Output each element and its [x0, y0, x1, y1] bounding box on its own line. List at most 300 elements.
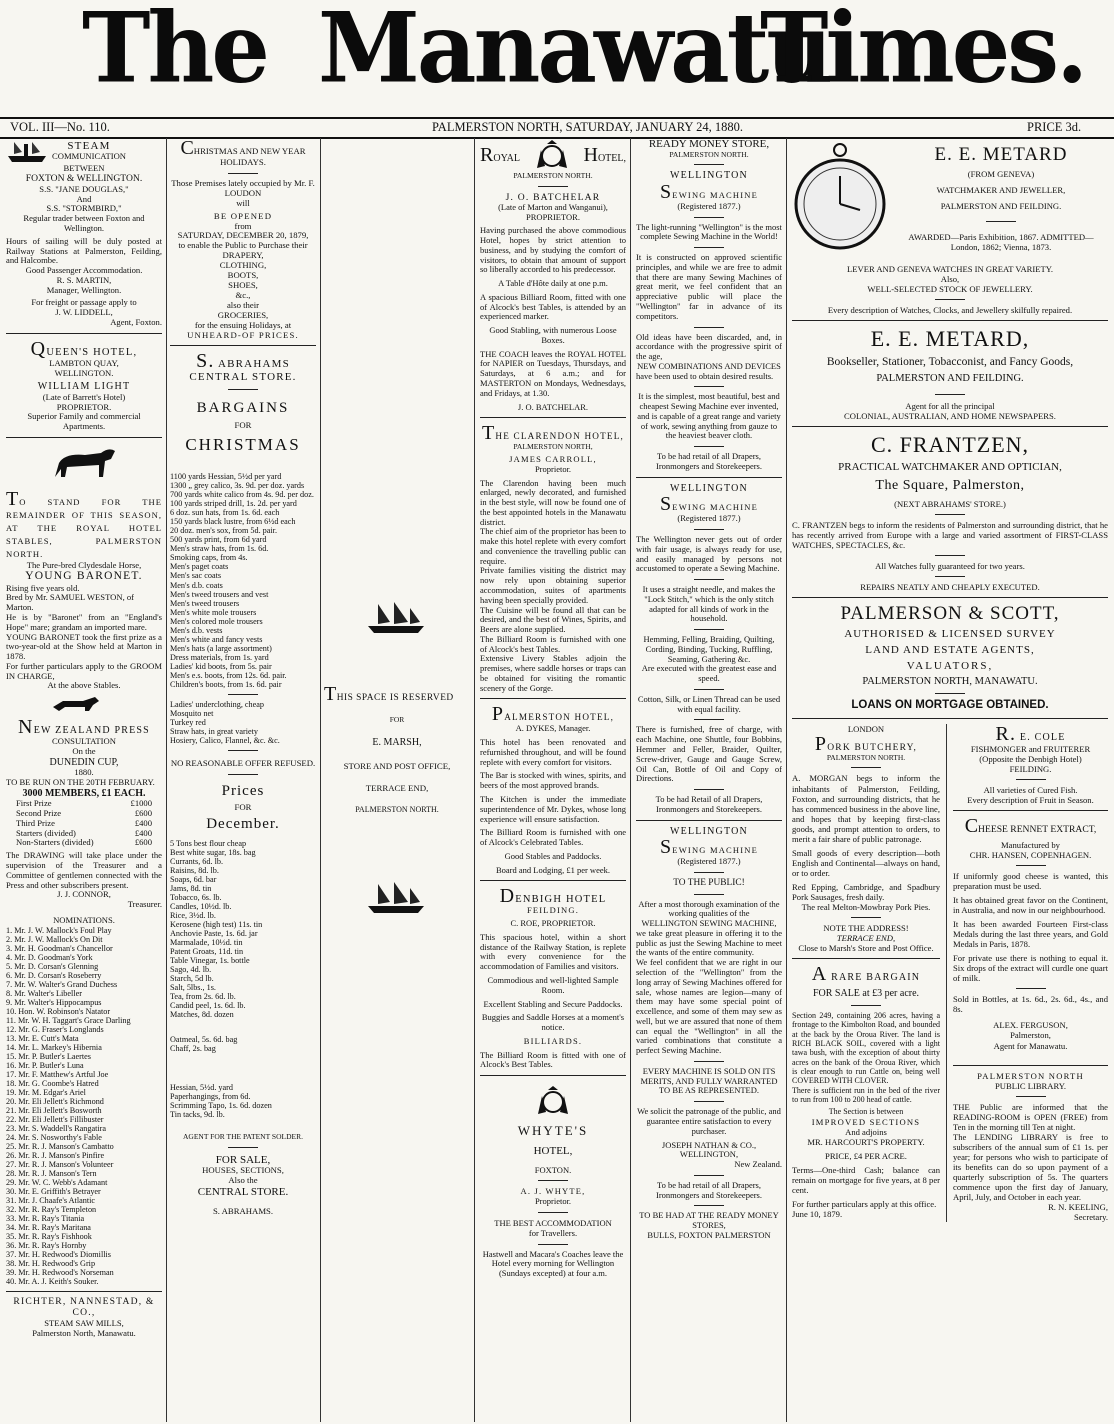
nomination-item: 36. Mr. R. Ray's Hornby [6, 1241, 87, 1251]
nomination-item: 2. Mr. J. W. Mallock's On Dit [6, 934, 103, 944]
masthead [0, 0, 1114, 116]
horse-icon [45, 443, 123, 485]
nz-press: NEW ZEALAND PRESS [18, 716, 150, 739]
cole-feilding: FEILDING. [1009, 763, 1052, 774]
bargain-item: Men's sac coats [170, 571, 222, 581]
london: LONDON [847, 723, 885, 734]
frantzen: C. FRANTZEN, [870, 431, 1030, 457]
prize-amount: £600 [134, 808, 152, 819]
nomination-item: 17. Mr. F. Matthew's Artful Joe [6, 1070, 109, 1080]
pedigree: He is by "Baronet" from an "England's Hope" mare; grandam an imported mare. [6, 611, 162, 632]
metard-places-2: PALMERSTON AND FEILDING. [876, 373, 1024, 385]
royal-p3: A spacious Billiard Room, fitted with one of Alcock's best Tables, is attended by an experienced marker. [480, 291, 626, 322]
groceries: GROCERIES, [217, 309, 269, 320]
liddell: J. W. LIDDELL, [55, 307, 113, 318]
young-baronet: YOUNG BARONET. [25, 570, 143, 583]
rising: Rising five years old. [6, 582, 80, 593]
best-accommodation: THE BEST ACCOMMODATION [494, 1218, 612, 1228]
column-rule [474, 138, 475, 1422]
prize-label: Starters (divided) [16, 827, 76, 838]
batchelar-late: (Late of Marton and Wanganui), [498, 201, 608, 212]
bred-by: Bred by Mr. SAMUEL WESTON, of Marton. [6, 592, 135, 613]
price-item: Matches, 8d. dozen [170, 1010, 234, 1020]
drawing: The DRAWING will take place under the supervision of the Treasurer and a Committee of gentlemen connected with the Press and other subscribers present. [6, 850, 162, 890]
price-item: Tea, from 2s. 6d. lb. [170, 992, 236, 1002]
nomination-item: 30. Mr. E. Griffith's Betrayer [6, 1187, 101, 1197]
unheard: UNHEARD-OF PRICES. [187, 329, 299, 340]
price-item: Best white sugar, 18s. bag [170, 847, 256, 857]
bargain-item: 150 yards black lustre, from 6½d each [170, 517, 296, 527]
new-combinations: NEW COMBINATIONS AND DEVICES [637, 360, 781, 371]
bargain-item: Men's white and fancy vests [170, 634, 263, 644]
first-prize: YOUNG BARONET took the first prize as a two-year-old at the Show held at Marton in 1878. [6, 631, 162, 662]
price-item: Starch, 5d lb. [170, 974, 214, 983]
prices-for: FOR [234, 801, 252, 812]
s4: have been used to obtain desired results. [636, 370, 774, 381]
manufactured: Manufactured by [1001, 839, 1060, 850]
travellers: for Travellers. [528, 1227, 578, 1238]
steam-title: STEAM [67, 139, 111, 152]
secretary: Secretary. [1073, 1212, 1108, 1223]
bargain-item: 20 doz. men's sox, from 5d. pair. [170, 526, 277, 536]
nomination-item: 33. Mr. R. Ray's Titania [6, 1214, 85, 1224]
authorised: AUTHORISED & LICENSED SURVEY [844, 628, 1056, 641]
martin: R. S. MARTIN, [56, 274, 112, 285]
cheese-1: If uniformly good cheese is wanted, this preparation must be used. [953, 870, 1108, 891]
column-6 [792, 138, 1108, 1420]
dunedin-cup: DUNEDIN CUP, [49, 756, 119, 768]
clarendon-c5: The Billiard Room is furnished with one of Alcock's best Tables. [480, 633, 626, 654]
terms: Terms—One-third Cash; balance can remain on mortgage for five years, at 8 per cent. [792, 1165, 940, 1196]
opposite: (Opposite the Denbigh Hotel) [979, 753, 1082, 764]
nomination-item: 16. Mr. P. Butler's Luna [6, 1061, 84, 1071]
metard-name-2: E. E. METARD, [870, 326, 1030, 352]
pocket-watch-icon [792, 138, 888, 258]
ferguson-place: Palmerston, [1010, 1030, 1051, 1041]
ps-place: PALMERSTON NORTH, MANAWATU. [862, 675, 1038, 687]
nomination-item: 8. Mr. Walter's Libeller [6, 988, 82, 998]
royal-p1: Having purchased the above commodious Hotel, hopes by strict attention to business, and by studying the comfort of visitors, to obtain that amount of support so liberally accorded to his predecessor. [480, 225, 626, 275]
dateline [0, 117, 1114, 139]
goods-item: DRAPERY, [222, 250, 264, 261]
freight: For freight or passage apply to [31, 297, 137, 308]
prize-amount: £1000 [130, 798, 152, 809]
nomination-item: 19. Mr. M. Edgar's Ariel [6, 1088, 86, 1098]
u4: We feel confident that we are right in our selection of the "Wellington" from the long array of Sewing Machines offered for sale, whose names are legion—many of them may have some special point of excellence, and some of them may sew as well, but we are assured that none of them can equal the "Wellington" in all the varied combinations that constitute a perfect Sewing Machine. [636, 957, 782, 1056]
column-rule [166, 138, 167, 1422]
price-item: Candid peel, 1s. 6d. lb. [170, 1001, 246, 1011]
frantzen-f2: All Watches fully guaranteed for two years. [875, 560, 1025, 571]
nomination-item: 32. Mr. R. Ray's Templeton [6, 1205, 97, 1215]
nomination-item: 20. Mr. Eli Jellett's Richmond [6, 1097, 104, 1107]
s5: It is the simplest, most beautiful, best and cheapest Sewing Machine ever invented, and is capable of a great range and variety of work, sewing anything from gauze to the heaviest beaver cloth. [637, 391, 781, 441]
royal: ROYAL [480, 144, 521, 166]
sewing-machine-2: SEWING MACHINE [659, 493, 759, 516]
ferguson-agent: Agent for Manawatu. [993, 1040, 1068, 1051]
cheese-2: It has obtained great favor on the Continent, in Australia, and now in our neighbourhood. [953, 894, 1108, 915]
whytes-foxton: FOXTON. [534, 1164, 572, 1175]
awarded: AWARDED—Paris Exhibition, 1867. ADMITTED—London, 1862; Vienna, 1873. [908, 232, 1094, 253]
goods-item: SHOES, [228, 279, 258, 290]
ph-h1: This hotel has been renovated and refurnished throughout, and will be found replete with every comfort for visitors. [480, 737, 626, 767]
coaches: Hastwell and Macara's Coaches leave the Hotel every morning for Wellington (Sundays excepted) at four a.m. [482, 1248, 624, 1279]
nomination-item: 4. Mr. D. Goodman's York [6, 952, 93, 962]
store-post-office: STORE AND POST OFFICE, [343, 760, 451, 771]
rare-bargain: A RARE BARGAIN [811, 963, 921, 986]
nomination-item: 18. Mr. G. Coombe's Hatred [6, 1079, 99, 1089]
christmas: CHRISTMAS [185, 434, 301, 454]
stand-notice: TO STAND FOR THE REMAINDER OF THIS SEASON, AT THE ROYAL HOTEL STABLES, PALMERSTON NORTH. [6, 488, 162, 559]
pork-butchery: PORK BUTCHERY, [814, 732, 918, 755]
central-store: CENTRAL STORE. [189, 371, 297, 384]
houses: HOUSES, SECTIONS, [202, 1165, 284, 1176]
bargain-item: Men's e.s. boots, from 12s. 6d. pair. [170, 670, 287, 680]
hotel: HOTEL, [583, 144, 626, 166]
nomination-item: 3. Mr. H. Goodman's Chancellor [6, 943, 113, 953]
nomination-item: 10. Hon. W. Robinson's Natator [6, 1006, 111, 1016]
keeling: R. N. KEELING, [1048, 1202, 1108, 1213]
library-1: THE Public are informed that the READING-ROOM is OPEN (FREE) from Ten in the morning till Ten at night. [953, 1101, 1108, 1132]
run-date: TO BE RUN ON THE 20TH FEBRUARY. [6, 777, 155, 788]
sausages: Red Epping, Cambridge, and Spadbury Pork Sausages, fresh daily. [792, 881, 940, 902]
price-item: Tobacco, 6s. lb. [170, 892, 222, 902]
will: will [236, 197, 250, 208]
terrace-end: TERRACE END, [365, 783, 429, 794]
june-date: June 10, 1879. [792, 1209, 843, 1220]
t4: Are executed with the greatest ease and speed. [641, 663, 777, 684]
u7: To be had retail of all Drapers, Ironmongers and Storekeepers. [656, 1179, 762, 1200]
december: December. [206, 815, 280, 832]
goods-item: BOOTS, [227, 270, 259, 281]
price-item: Table Vinegar, 1s. bottle [170, 955, 250, 965]
be-opened: BE OPENED [213, 210, 273, 221]
lever: LEVER AND GENEVA WATCHES IN GREAT VARIETY. [846, 264, 1054, 274]
library-2: The LENDING LIBRARY is free to subscribers of the annual sum of £1 1s. per year; for persons who wish to participate of its benefits can do so upon payment of a quarterly subscription of 5s. The quarters commence upon the first day of January, April, July, and October in each year. [953, 1131, 1108, 1203]
cole: R. E. COLE [995, 722, 1066, 745]
valuators: VALUATORS, [906, 659, 994, 672]
fishmonger: FISHMONGER and FRUITERER [970, 743, 1091, 754]
s2: It is constructed on approved scientific principles, and while we are free to admit that there are many Sewing Machines of great merit, we feel confident that an appreciative public will place the "Wellington" far in advance of its competitors. [636, 252, 782, 321]
whyte: A. J. WHYTE, [520, 1186, 586, 1197]
abrahams-signature: S. ABRAHAMS. [212, 1205, 274, 1216]
column-1 [6, 138, 162, 1420]
price-item: Marmalade, 10½d. tin [170, 937, 243, 947]
u8: TO BE HAD AT THE READY MONEY STORES, [639, 1210, 779, 1231]
nomination-item: 12. Mr. G. Fraser's Longlands [6, 1024, 104, 1034]
ph-h4: The Billiard Room is furnished with one of Alcock's Celebrated Tables. [480, 827, 626, 848]
between: BETWEEN [63, 163, 105, 173]
frantzen-f1: C. FRANTZEN begs to inform the residents of Palmerston and surrounding district, that he has recently arrived from Europe with a large and varied assortment of FIRST-CLASS WATCHES, SPECTACLES, &c. [792, 519, 1108, 550]
price-item: Scrimming Tapo, 1s. 6d. dozen [170, 1101, 272, 1111]
prize-label: Second Prize [16, 808, 62, 819]
s6: To be had retail of all Drapers, Ironmongers and Storekeepers. [656, 451, 762, 471]
price-list-3 [170, 1083, 316, 1119]
masthead-manawatu: Manawatu [318, 0, 831, 105]
lambton: LAMBTON QUAY, [49, 357, 119, 368]
nomination-item: 7. Mr. W. Walter's Grand Duchess [6, 979, 118, 989]
water: There is sufficient run in the bed of the river to run from 100 to 200 head of cattle. [792, 1085, 940, 1105]
clarendon-c3: Private families visiting the district may now rely upon obtaining superior accommodation, suites of apartments having been specially provided. [480, 565, 626, 605]
nomination-item: 15. Mr. P. Butler's Laertes [6, 1052, 91, 1062]
column-2 [170, 138, 316, 1420]
on-the: On the [72, 746, 96, 757]
price-item: Sago, 4d. lb. [170, 964, 212, 974]
nathan-nz: New Zealand. [734, 1159, 782, 1170]
price-item: Soaps, 6d. bar [170, 874, 217, 884]
column-4 [480, 138, 626, 1420]
steam-sub: COMMUNICATION [52, 151, 127, 162]
members: 3000 MEMBERS, £1 EACH. [22, 787, 146, 799]
small-goods: Small goods of every description—both English and Continental—always on hand, or to order. [792, 847, 940, 878]
bookseller: Bookseller, Stationer, Tobacconist, and Fancy Goods, [826, 355, 1074, 368]
price-item: Raisins, 8d. lb. [170, 865, 219, 875]
bargain-item: 100 yards striped drill, 1s. 2d. per yard [170, 499, 297, 509]
goods-list [170, 251, 316, 301]
prize-table [6, 799, 162, 848]
steamship-icon [6, 138, 48, 164]
fruit: Every description of Fruit in Season. [967, 794, 1094, 805]
den-d1: This spacious hotel, within a short distance of the Railway Station, is replete with every convenience for the accommodation of Families and visitors. [480, 931, 626, 972]
agent-for: Agent for all the principal [905, 400, 995, 411]
racehorse-icon [49, 695, 119, 713]
u1: After a most thorough examination of the working qualities of the [638, 898, 780, 919]
richter-place: Palmerston North, Manawatu. [32, 1328, 136, 1339]
price: PRICE 3d. [1027, 120, 1082, 134]
s-abrahams: S. ABRAHAMS [196, 350, 290, 373]
also-the: Also the [228, 1175, 258, 1186]
royal-p5: THE COACH leaves the ROYAL HOTEL for NAPIER on Tuesdays, Thursdays, and Saturdays, at 6 a.m.; and for MASTERTON on Mondays, Wednesdays, and Fridays, at 1.30. [480, 348, 626, 398]
bargain-item: Smoking caps, from 4s. [170, 553, 248, 563]
ensuing: for the ensuing Holidays, at [194, 319, 292, 330]
prize-amount: £400 [134, 817, 152, 828]
whyte-prop: Proprietor. [534, 1196, 572, 1207]
regular-trader: Regular trader between Foxton and Wellington. [23, 213, 145, 233]
further: For further particulars apply at this office. [792, 1199, 937, 1210]
ph-h6: Board and Lodging, £1 per week. [495, 864, 610, 875]
prize-label: Third Prize [16, 817, 55, 828]
place-date: PALMERSTON NORTH, SATURDAY, JANUARY 24, 1880. [432, 120, 743, 134]
every-description: Every description of Watches, Clocks, and Jewellery skilfully repaired. [827, 305, 1073, 316]
den-d5: The Billiard Room is fitted with one of Alcock's Best Tables. [480, 1049, 626, 1070]
next-store: (NEXT ABRAHAMS' STORE.) [894, 498, 1006, 509]
saw-mills: STEAM SAW MILLS, [44, 1318, 124, 1329]
library-title: PALMERSTON NORTH [977, 1070, 1084, 1081]
for-sale: FOR SALE, [215, 1153, 271, 1166]
clarendon-c6: Extensive Livery Stables adjoin the premises, where saddle horses or traps can be obtained for visiting the romantic scenery of the Gorge. [480, 653, 626, 693]
bargain-item: Men's tweed trousers [170, 598, 240, 608]
hansen: CHR. HANSEN, COPENHAGEN. [969, 849, 1092, 860]
bargain-item: 1100 yards Hessian, 5½d per yard [170, 472, 282, 482]
metard-name: E. E. METARD [934, 144, 1068, 165]
rms-place: PALMERSTON NORTH. [669, 149, 749, 159]
also: Also, [940, 274, 960, 285]
price-item: Paperhangings, from 6d. [170, 1092, 251, 1102]
column-3 [324, 138, 470, 1420]
bargain-item: 700 yards white calico from 4s. 9d. per doz. [170, 490, 314, 500]
bargain-item: Men's straw hats, from 1s. 6d. [170, 544, 269, 554]
price-list [170, 839, 316, 1019]
t1: The Wellington never gets out of order with fair usage, is always ready for use, and easily managed by persons not accustomed to operate a Sewing Machine. [636, 533, 782, 574]
ph-h3: The Kitchen is under the immediate superintendence of Mr. Dykes, whose long experience will ensure satisfaction. [480, 793, 626, 824]
price-item: Candles, 10½d. lb. [170, 901, 232, 911]
nomination-item: 28. Mr. R. J. Manson's Tern [6, 1169, 97, 1179]
bargain-item: Mosquito net [170, 708, 214, 718]
goods-item: &c., [235, 289, 251, 300]
for: FOR [234, 420, 252, 431]
richter: RICHTER, NANNESTAD, & CO., [13, 1296, 155, 1319]
clarendon-c4: The Cuisine will be found all that can be desired, and the best of Wines, Spirits, and Beers are alone supplied. [480, 604, 626, 635]
wellington: WELLINGTON. [54, 367, 114, 378]
late-of: (Late of Barrett's Hotel) [42, 391, 126, 402]
price-item: Jams, 8d. tin [170, 883, 212, 893]
coat-of-arms-icon [534, 1084, 572, 1118]
ph-h5: Good Stables and Paddocks. [504, 850, 602, 861]
loans: LOANS ON MORTGAGE OBTAINED. [851, 699, 1049, 712]
column-rule [320, 138, 321, 1422]
central-store-2: CENTRAL STORE. [197, 1186, 289, 1199]
and: And [76, 193, 92, 204]
melton: The real Melton-Mowbray Pork Pies. [801, 902, 931, 913]
cheese-4: For private use there is nothing to equal it. Six drops of the extract will curdle one quart of milk. [953, 953, 1108, 984]
price-item: Patent Groats, 11d. tin [170, 946, 244, 956]
steam-header [6, 138, 162, 164]
good-accommodation: Good Passenger Accommodation. [25, 265, 143, 276]
agent-solder: AGENT FOR THE PATENT SOLDER. [183, 1132, 303, 1142]
cheese-3: It has been awarded Fourteen First-class Medals during the last three years, and Gold Medals in Paris, 1878. [953, 919, 1108, 950]
bargain-item: Men's d.b. coats [170, 580, 223, 590]
clarendon-place: PALMERSTON NORTH, [513, 442, 593, 452]
bargain-item: 6 doz. sun hats, from 1s. 6d. each [170, 508, 280, 518]
volume-number: VOL. III—No. 110. [10, 120, 110, 134]
pure-bred: The Pure-bred Clydesdale Horse, [26, 559, 142, 570]
above-stables: At the above Stables. [47, 680, 121, 691]
morgan: A. MORGAN begs to inform the inhabitants of Palmerston, Feilding, Foxton, and surrounding districts, that he has commenced business in the above line, and hopes that by keeping first-class goods, and prompt attention to orders, to merit a fair share of public patronage. [792, 773, 940, 844]
nomination-item: 23. Mr. S. Waddell's Rangatira [6, 1124, 107, 1134]
from-geneva: (FROM GENEVA) [967, 169, 1035, 180]
nominations-list [6, 926, 162, 1287]
sailing-hours: Hours of sailing will be duly posted at Railway Stations at Palmerston, Feilding, and Halcombe. [6, 235, 162, 266]
price-item: Hessian, 5½d. yard [170, 1083, 233, 1093]
ship-icon [364, 880, 428, 916]
nomination-item: 22. Mr. Eli Jellett's Fillibuster [6, 1115, 104, 1125]
nomination-item: 13. Mr. E. Cutt's Mata [6, 1034, 79, 1043]
price-item: 5 Tons best flour cheap [170, 838, 247, 848]
nomination-item: 24. Mr. S. Nosworthy's Fable [6, 1133, 102, 1143]
prize-row [16, 838, 152, 848]
masthead-times: Times. [760, 0, 1086, 105]
den-d3: Excellent Stabling and Secure Paddocks. [483, 998, 623, 1009]
e-marsh: E. MARSH, [372, 736, 422, 748]
clarendon: THE CLARENDON HOTEL, [481, 422, 625, 445]
nomination-item: 29. Mr. W. C. Webb's Adamant [6, 1178, 108, 1188]
section-between: The Section is between [828, 1107, 904, 1117]
dykes: A. DYKES, Manager. [515, 723, 591, 734]
palmerston-hotel: PALMERSTON HOTEL, [491, 703, 615, 726]
u2: WELLINGTON SEWING MACHINE, [641, 918, 777, 929]
route: FOXTON & WELLINGTON. [25, 172, 143, 184]
column-rule [630, 138, 631, 1422]
nomination-item: 25. Mr. R. J. Manson's Cambatto [6, 1142, 114, 1152]
t6: There is furnished, free of charge, with each Machine, one Shuttle, four Bobbins, Hemmer and Feller, Braider, Quilter, Screw-driver, Gauge and Gauge Screw, Oil Can, Bottle of Oil and Copy of Directions. [636, 724, 782, 784]
practical: PRACTICAL WATCHMAKER AND OPTICIAN, [838, 461, 1062, 474]
t2: It uses a straight needle, and makes the "Lock Stitch," which is the only stitch adapted for all kinds of work in the household. [642, 584, 776, 624]
metard-places: PALMERSTON AND FEILDING. [940, 201, 1062, 212]
sewing-machine-3: SEWING MACHINE [659, 836, 759, 859]
nomination-item: 5. Mr. D. Corsan's Glenning [6, 961, 99, 971]
prize-label: Non-Starters (divided) [16, 837, 94, 848]
close-to: Close to Marsh's Store and Post Office. [798, 943, 934, 954]
queens-hotel: QUEEN'S HOTEL, [30, 337, 138, 360]
price-item: Tin tacks, 9d. lb. [170, 1110, 225, 1120]
newspapers: COLONIAL, AUSTRALIAN, AND HOME NEWSPAPERS. [844, 410, 1056, 421]
bargain-item: Ladies' kid boots, from 5s. pair [170, 661, 272, 671]
space-reserved: THIS SPACE IS RESERVED [324, 683, 454, 705]
coat-of-arms-icon [533, 138, 571, 172]
u5: EVERY MACHINE IS SOLD ON ITS MERITS, AND FULLY WARRANTED TO BE AS REPRESENTED. [640, 1065, 778, 1096]
t3: Hemming, Felling, Braiding, Quilting, Cording, Binding, Tucking, Ruffling, Seaming, Gathering &c. [643, 634, 775, 664]
william-light: WILLIAM LIGHT [37, 381, 131, 393]
improved-sections: IMPROVED SECTIONS [811, 1116, 921, 1127]
bargain-item: Children's boots, from 1s. 6d. pair [170, 679, 282, 689]
no-reasonable: NO REASONABLE OFFER REFUSED. [170, 757, 316, 768]
bargains: BARGAINS [196, 399, 290, 416]
price-item: Anchovie Paste, 1s. 6d. jar [170, 928, 258, 938]
wellington-title: WELLINGTON [670, 170, 748, 182]
u6: We solicit the patronage of the public, and guarantee entire satisfaction to every purchaser. [637, 1106, 781, 1136]
bargain-item: Men's white mole trousers [170, 607, 257, 617]
cup-year: 1880. [74, 767, 94, 778]
royal-p4: Good Stabling, with numerous Loose Boxes. [489, 325, 617, 345]
connor: J. J. CONNOR, [57, 889, 111, 900]
harcourt: MR. HARCOURT'S PROPERTY. [807, 1136, 925, 1147]
t5: Cotton, Silk, or Linen Thread can be used with equal facility. [637, 693, 781, 714]
column-5 [636, 138, 782, 1420]
bargain-item: 500 yards print, from 6d yard [170, 535, 267, 545]
for: FOR [389, 715, 405, 725]
bargain-item: Men's colored mole trousers [170, 616, 263, 626]
consultation: CONSULTATION [52, 736, 116, 747]
bargain-items-2 [170, 700, 316, 745]
also-their: also their [226, 299, 260, 310]
proprietor: PROPRIETOR. [56, 401, 112, 412]
cheese-rennet: CHEESE RENNET EXTRACT, [964, 814, 1097, 837]
bargain-item: Men's tweed trousers and vest [170, 589, 269, 599]
nomination-item: 31. Mr. J. Chaafe's Atlantic [6, 1196, 96, 1206]
nomination-item: 21. Mr. Eli Jellett's Bosworth [6, 1106, 102, 1116]
ship-1: S.S. "JANE DOUGLAS," [39, 183, 129, 194]
watchmaker: WATCHMAKER AND JEWELLER, [936, 185, 1066, 196]
nomination-item: 11. Mr. W. H. Taggart's Grace Darling [6, 1015, 131, 1025]
carroll-prop: Proprietor. [534, 463, 572, 474]
s3: Old ideas have been discarded, and, in accordance with the progressive spirit of the age, [636, 331, 782, 362]
nomination-item: 40. Mr. A. J. Keith's Souker. [6, 1277, 99, 1287]
whytes-hotel: HOTEL, [533, 1145, 573, 1158]
royal-sig: J. O. BATCHELAR. [517, 401, 589, 412]
open-date: SATURDAY, DECEMBER 20, 1879, [177, 230, 309, 241]
prize-label: First Prize [16, 798, 52, 809]
prize-amount: £400 [134, 827, 152, 838]
wellington-title-2: WELLINGTON [670, 482, 748, 494]
royal-p2: A Table d'Hôte daily at one p.m. [498, 278, 608, 289]
superior: Superior Family and commercial Apartments. [27, 411, 141, 432]
nomination-item: 27. Mr. R. J. Manson's Volunteer [6, 1160, 114, 1170]
registered: (Registered 1877.) [677, 200, 741, 211]
nomination-item: 6. Mr. D. Corsan's Roseberry [6, 970, 102, 980]
denbigh: DENBIGH HOTEL [499, 885, 607, 908]
terrace-end: TERRACE END, [836, 933, 896, 944]
library-sub: PUBLIC LIBRARY. [995, 1080, 1066, 1091]
whytes: WHYTE'S [517, 1123, 589, 1139]
